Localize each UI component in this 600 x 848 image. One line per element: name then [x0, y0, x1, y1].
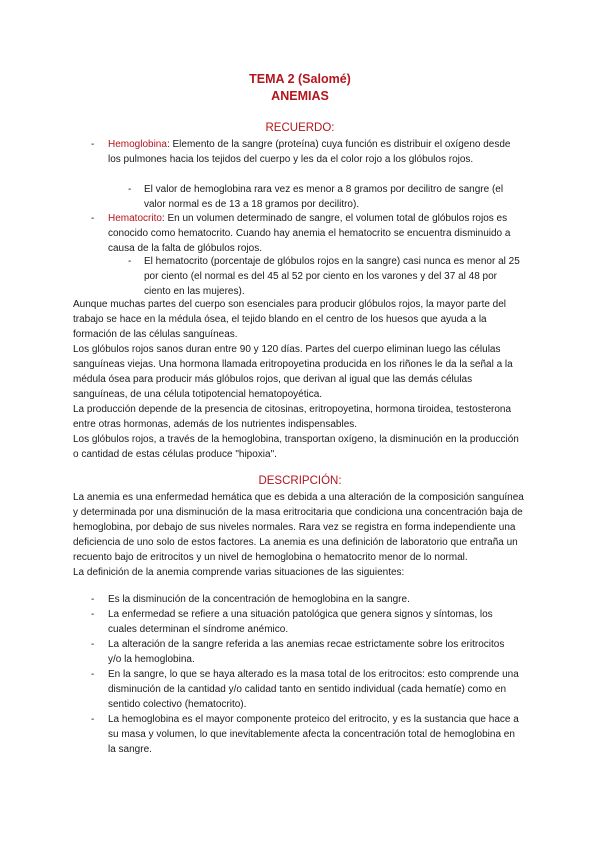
recuerdo-item-hemoglobina: [108, 137, 520, 167]
descripcion-item: En la sangre, lo que se haya alterado es la masa total de los eritrocitos: esto comprende una disminución de la cantidad y/o calidad tanto en sentido individual (cada hematíe) como en sentido colectivo (hematocrito).: [108, 669, 519, 710]
recuerdo-paragraphs: [73, 297, 525, 462]
bullet-marker: -: [128, 184, 132, 195]
paragraph: Aunque muchas partes del cuerpo son esenciales para producir glóbulos rojos, la mayor parte del trabajo se hace en la médula ósea, el tejido blando en el centro de los huesos que ayuda a la formación de las células sanguíneas.: [73, 299, 507, 340]
descripcion-item: La hemoglobina es el mayor componente proteico del eritrocito, y es la sustancia que hace a su masa y volumen, lo que inevitablemente afecta la concentración total de hemoglobina en la sangre.: [108, 714, 519, 755]
document-title: TEMA 2 (Salomé): [249, 72, 351, 86]
paragraph: Los glóbulos rojos, a través de la hemoglobina, transportan oxígeno, la disminución en la producción o cantidad de estas células produce "hipoxia".: [73, 434, 519, 460]
bullet-marker: -: [91, 139, 95, 150]
paragraph: La definición de la anemia comprende varias situaciones de las siguientes:: [73, 567, 405, 578]
bullet-marker: -: [91, 609, 95, 620]
descripcion-paragraphs: [73, 490, 525, 580]
bullet-marker: -: [91, 639, 95, 650]
recuerdo-subitem: El hematocrito (porcentaje de glóbulos rojos en la sangre) casi nunca es menor al 25 por ciento (el normal es del 45 al 52 por ciento en los varones y del 37 al 48 por ciento en las mujeres).: [144, 256, 520, 297]
recuerdo-subitem: El valor de hemoglobina rara vez es menor a 8 gramos por decilitro de sangre (el valor normal es de 13 a 18 gramos por decilitro).: [144, 184, 504, 210]
bullet-marker: -: [128, 256, 132, 267]
document-subtitle: ANEMIAS: [271, 89, 329, 103]
bullet-marker: -: [91, 594, 95, 605]
recuerdo-item-hematocrito: [108, 211, 520, 256]
descripcion-item: Es la disminución de la concentración de hemoglobina en la sangre.: [108, 594, 410, 605]
term-hematocrito: Hematocrito: [108, 213, 162, 224]
descripcion-item: La alteración de la sangre referida a las anemias recae estrictamente sobre los eritrocitos y/o la hemoglobina.: [108, 639, 505, 665]
bullet-marker: -: [91, 213, 95, 224]
paragraph: La producción depende de la presencia de citosinas, eritropoyetina, hormona tiroidea, testosterona entre otras hormonas, además de los nutrientes indispensables.: [73, 404, 512, 430]
paragraph: La anemia es una enfermedad hemática que es debida a una alteración de la composición sanguínea y determinada por una disminución de la masa eritrocitaria que condiciona una concentración baja de hemoglobina, por debajo de sus niveles normales. Rara vez se registra en forma independiente una deficiencia de uno solo de estos factores. La anemia es una definición de laboratorio que entraña un recuento bajo de eritrocitos y un nivel de hemoglobina o hematocrito menor de lo normal.: [73, 492, 524, 563]
paragraph: Los glóbulos rojos sanos duran entre 90 y 120 días. Partes del cuerpo eliminan luego las células sanguíneas viejas. Una hormona llamada eritropoyetina producida en los riñones le da la señal a la médula ósea para producir más glóbulos rojos, que derivan al igual que las demás células sanguíneas, de una célula totipotencial hematopoyética.: [73, 344, 513, 400]
descripcion-heading: DESCRIPCIÓN:: [258, 475, 342, 487]
descripcion-item: La enfermedad se refiere a una situación patológica que genera signos y síntomas, los cuales determinan el síndrome anémico.: [108, 609, 493, 635]
definition-text: : Elemento de la sangre (proteína) cuya función es distribuir el oxígeno desde los pulmones hacia los tejidos del cuerpo y les da el color rojo a los glóbulos rojos.: [108, 139, 511, 165]
definition-text: : En un volumen determinado de sangre, el volumen total de glóbulos rojos es conocido como hematocrito. Cuando hay anemia el hematocrito se encuentra disminuido a causa de la falta de glóbulos rojos.: [108, 213, 511, 254]
bullet-marker: -: [91, 714, 95, 725]
bullet-marker: -: [91, 669, 95, 680]
term-hemoglobina: Hemoglobina: [108, 139, 167, 150]
recuerdo-heading: RECUERDO:: [265, 122, 335, 134]
